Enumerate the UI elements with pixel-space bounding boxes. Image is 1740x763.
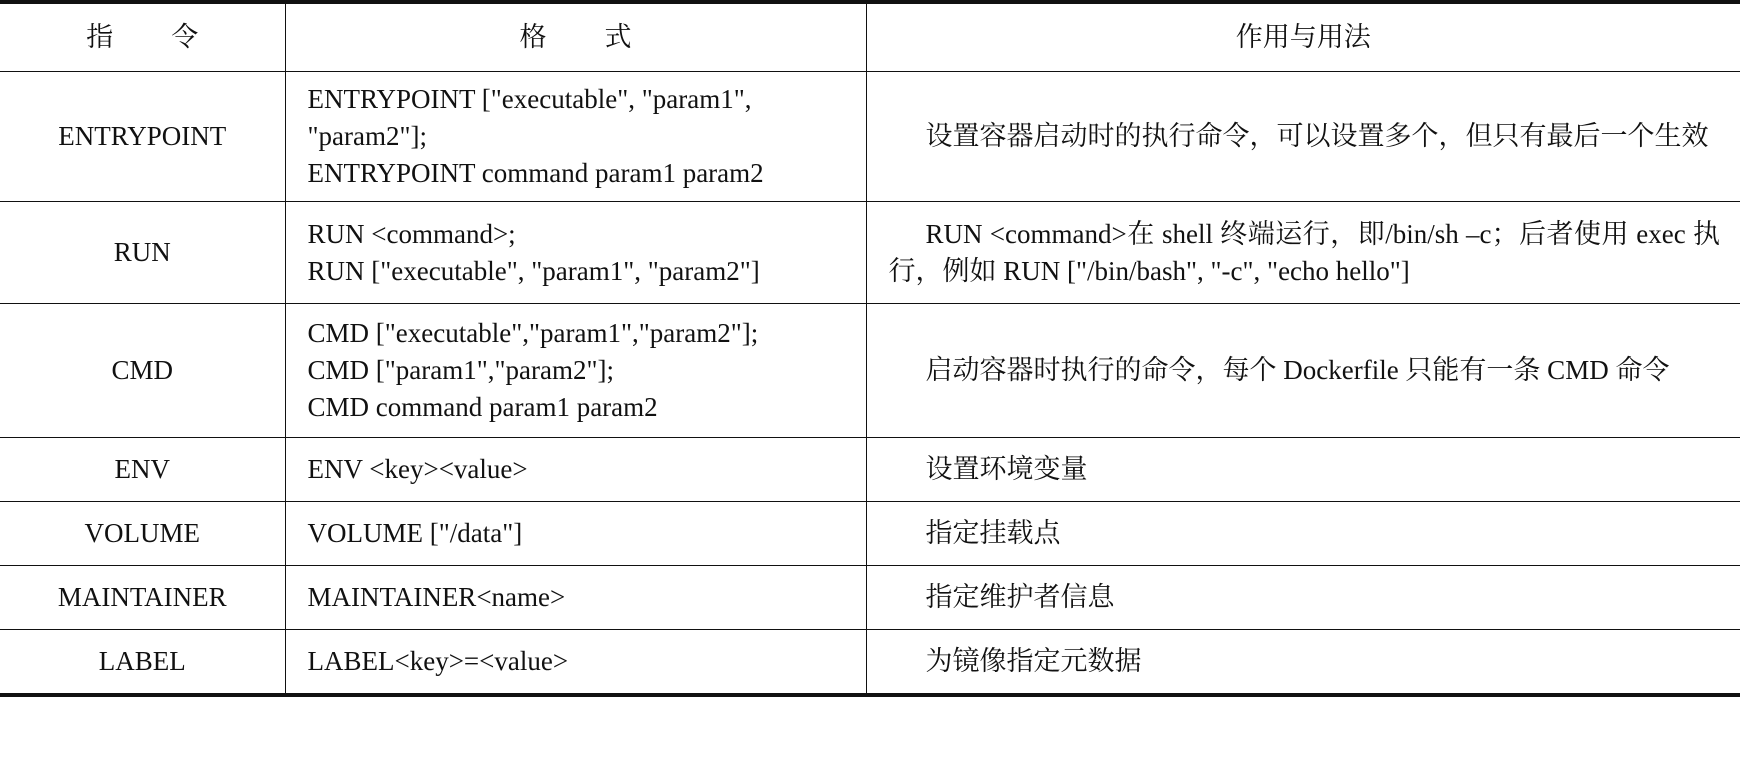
instruction-cell: CMD bbox=[0, 304, 285, 438]
table-row bbox=[0, 566, 1740, 630]
format-line: RUN ["executable", "param1", "param2"] bbox=[307, 255, 760, 286]
header-instruction: 指令 bbox=[0, 2, 285, 72]
format-line: CMD ["param1","param2"]; bbox=[307, 355, 615, 385]
instruction-cell: ENTRYPOINT bbox=[0, 72, 285, 202]
format-cell bbox=[285, 502, 866, 566]
usage-cell bbox=[866, 630, 1740, 696]
format-line: ENV <key><value> bbox=[307, 454, 528, 484]
format-line: CMD command param1 param2 bbox=[307, 392, 658, 422]
table-body bbox=[0, 72, 1740, 696]
header-usage: 作用与用法 bbox=[866, 2, 1740, 72]
format-cell bbox=[285, 438, 866, 502]
instruction-cell: RUN bbox=[0, 202, 285, 304]
header-row bbox=[0, 2, 1740, 72]
format-line: CMD ["executable","param1","param2"]; bbox=[307, 318, 759, 348]
usage-text: 指定挂载点 bbox=[925, 518, 1061, 548]
usage-cell bbox=[866, 72, 1740, 202]
usage-text: 启动容器时执行的命令，每个 Dockerfile 只能有一条 CMD 命令 bbox=[925, 355, 1670, 385]
instruction-cell: LABEL bbox=[0, 630, 285, 696]
usage-text: 指定维护者信息 bbox=[925, 582, 1115, 612]
format-line: VOLUME ["/data"] bbox=[307, 518, 523, 548]
table-row bbox=[0, 438, 1740, 502]
usage-text: RUN <command>在 shell 终端运行，即/bin/sh –c；后者使用 exec 执行，例如 RUN ["/bin/bash", "-c", "echo hello"] bbox=[888, 218, 1720, 286]
instruction-cell: MAINTAINER bbox=[0, 566, 285, 630]
usage-cell bbox=[866, 566, 1740, 630]
table-row bbox=[0, 304, 1740, 438]
format-cell bbox=[285, 566, 866, 630]
format-line: ENTRYPOINT ["executable", "param1", "param2"]; bbox=[307, 84, 752, 151]
format-line: LABEL<key>=<value> bbox=[307, 646, 569, 676]
usage-text: 设置环境变量 bbox=[925, 454, 1088, 484]
usage-cell bbox=[866, 202, 1740, 304]
format-cell bbox=[285, 304, 866, 438]
instruction-cell: ENV bbox=[0, 438, 285, 502]
table-row bbox=[0, 72, 1740, 202]
format-cell bbox=[285, 630, 866, 696]
format-line: MAINTAINER<name> bbox=[307, 582, 566, 612]
usage-cell bbox=[866, 438, 1740, 502]
instruction-cell: VOLUME bbox=[0, 502, 285, 566]
table-row bbox=[0, 502, 1740, 566]
usage-cell bbox=[866, 304, 1740, 438]
format-line: ENTRYPOINT command param1 param2 bbox=[307, 158, 764, 188]
table-row bbox=[0, 630, 1740, 696]
format-cell bbox=[285, 72, 866, 202]
table-row bbox=[0, 202, 1740, 304]
header-format: 格式 bbox=[285, 2, 866, 72]
usage-cell bbox=[866, 502, 1740, 566]
format-cell bbox=[285, 202, 866, 304]
usage-text: 设置容器启动时的执行命令，可以设置多个，但只有最后一个生效 bbox=[925, 121, 1709, 151]
format-line: RUN <command>; bbox=[307, 218, 516, 249]
usage-text: 为镜像指定元数据 bbox=[925, 646, 1142, 676]
table-header bbox=[0, 2, 1740, 72]
